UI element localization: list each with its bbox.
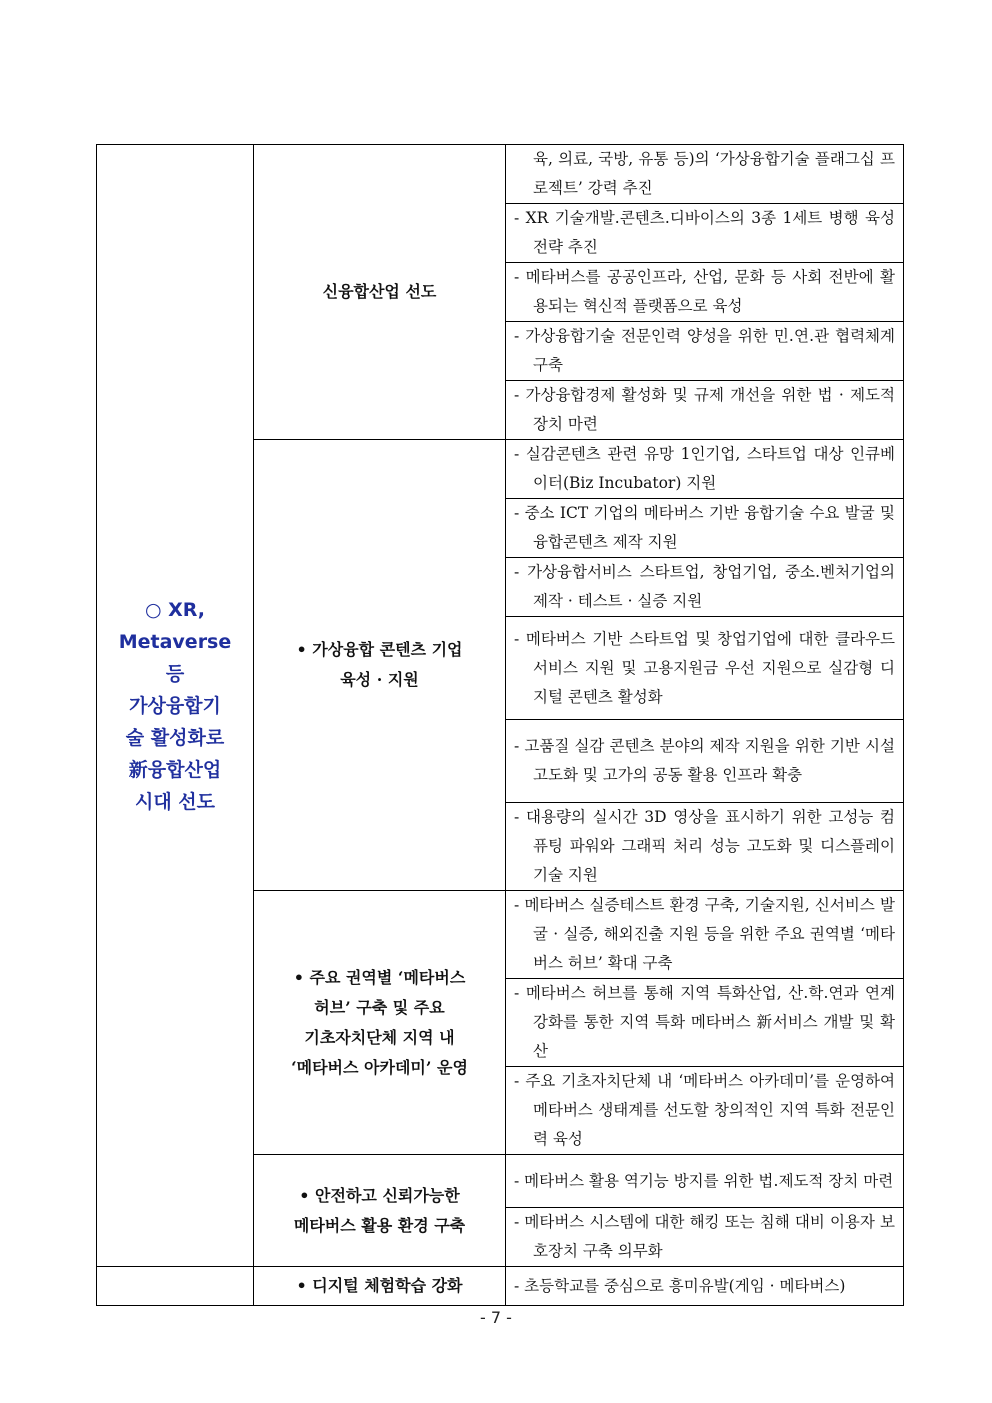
- page-number: - 7 -: [480, 1308, 512, 1327]
- item-text: - 실감콘텐츠 관련 유망 1인기업, 스타트업 대상 인큐베이터(Biz Incubator) 지원: [514, 445, 895, 492]
- category-line: ○ XR,: [144, 598, 206, 621]
- item-text: - 메타버스 활용 역기능 방지를 위한 법․제도적 장치 마련: [514, 1171, 894, 1190]
- item-text: - 메타버스를 공공인프라, 산업, 문화 등 사회 전반에 활용되는 혁신적 플랫폼으로 육성: [514, 268, 895, 315]
- item-cell: [506, 381, 904, 440]
- policy-table: [96, 144, 904, 1306]
- item-cell: [506, 322, 904, 381]
- section-title-cell: [254, 1155, 506, 1267]
- category-line: 新융합산업: [128, 758, 222, 781]
- section-title: [254, 277, 505, 307]
- section-title-line: • 가상융합 콘텐츠 기업: [296, 640, 463, 659]
- section-title-line: 허브’ 구축 및 주요: [314, 997, 445, 1017]
- item-cell: [506, 1155, 904, 1208]
- item-cell: [506, 803, 904, 891]
- item-cell: [506, 499, 904, 558]
- section-title-line: ‘메타버스 아카데미’ 운영: [291, 1057, 468, 1077]
- item-text: 육, 의료, 국방, 유통 등)의 ‘가상융합기술 플래그십 프로젝트’ 강력 추진: [533, 150, 895, 197]
- section-title-line: • 안전하고 신뢰가능한: [299, 1185, 460, 1205]
- item-text: - 가상융합서비스 스타트업, 창업기업, 중소․벤처기업의 제작 · 테스트 · 실증 지원: [514, 563, 895, 610]
- item-cell: [506, 263, 904, 322]
- item-text: - 가상융합기술 전문인력 양성을 위한 민․연․관 협력체계 구축: [514, 327, 895, 374]
- item-cell: [506, 891, 904, 979]
- section-title-line: 메타버스 활용 환경 구축: [293, 1215, 466, 1235]
- category-line: 술 활성화로: [125, 726, 225, 749]
- section-title-cell: [254, 145, 506, 440]
- item-text: - 메타버스 실증테스트 환경 구축, 기술지원, 신서비스 발굴 · 실증, 해외진출 지원 등을 위한 주요 권역별 ‘메타버스 허브’ 확대 구축: [514, 896, 895, 972]
- item-cell: [506, 558, 904, 617]
- item-cell: [506, 145, 904, 204]
- section-title-line: • 주요 권역별 ‘메타버스: [293, 967, 466, 987]
- category-line: Metaverse: [118, 630, 232, 653]
- category-cell: [97, 145, 254, 1267]
- item-text: - 대용량의 실시간 3D 영상을 표시하기 위한 고성능 컴퓨팅 파워와 그래픽 처리 성능 고도화 및 디스플레이 기술 지원: [514, 808, 895, 884]
- category-label: [97, 594, 253, 818]
- section-title-cell: [254, 891, 506, 1155]
- item-cell: [506, 440, 904, 499]
- category-line: 등: [165, 662, 185, 685]
- item-text: - 메타버스 기반 스타트업 및 창업기업에 대한 클라우드서비스 지원 및 고용지원금 우선 지원으로 실감형 디지털 콘텐츠 활성화: [514, 629, 895, 706]
- item-text: - 메타버스 허브를 통해 지역 특화산업, 산․학․연과 연계 강화를 통한 지역 특화 메타버스 新서비스 개발 및 확산: [514, 984, 895, 1060]
- item-cell: [506, 1208, 904, 1267]
- section-title: [254, 963, 505, 1083]
- item-cell: [506, 204, 904, 263]
- item-text: - XR 기술개발․콘텐츠․디바이스의 3종 1세트 병행 육성 전략 추진: [514, 209, 895, 256]
- item-text: - 주요 기초자치단체 내 ‘메타버스 아카데미’를 운영하여 메타버스 생태계를 선도할 창의적인 지역 특화 전문인력 육성: [514, 1072, 895, 1148]
- item-text: - 초등학교를 중심으로 흥미유발(게임 · 메타버스): [514, 1276, 846, 1295]
- category-line: 시대 선도: [134, 790, 216, 813]
- section-title-line: 기초자치단체 지역 내: [304, 1027, 455, 1047]
- section-title-cell: [254, 1267, 506, 1306]
- item-text: - 메타버스 시스템에 대한 해킹 또는 침해 대비 이용자 보호장치 구축 의무화: [514, 1213, 895, 1260]
- item-cell: [506, 617, 904, 720]
- section-title: [254, 635, 505, 695]
- item-text: - 중소 ICT 기업의 메타버스 기반 융합기술 수요 발굴 및 융합콘텐츠 제작 지원: [514, 504, 895, 551]
- category-line: 가상융합기: [129, 694, 221, 717]
- section-title-line: 육성 · 지원: [340, 670, 419, 689]
- item-text: - 고품질 실감 콘텐츠 분야의 제작 지원을 위한 기반 시설 고도화 및 고가의 공동 활용 인프라 확충: [514, 737, 895, 784]
- section-title: [254, 1181, 505, 1241]
- section-title-line: 신융합산업 선도: [322, 282, 437, 301]
- section-title: • 디지털 체험학습 강화: [296, 1276, 463, 1295]
- item-cell: [506, 1267, 904, 1306]
- section-title-cell: [254, 440, 506, 891]
- empty-category-cell: [97, 1267, 254, 1306]
- item-text: - 가상융합경제 활성화 및 규제 개선을 위한 법 · 제도적 장치 마련: [514, 386, 895, 433]
- item-cell: [506, 720, 904, 803]
- item-cell: [506, 979, 904, 1067]
- item-cell: [506, 1067, 904, 1155]
